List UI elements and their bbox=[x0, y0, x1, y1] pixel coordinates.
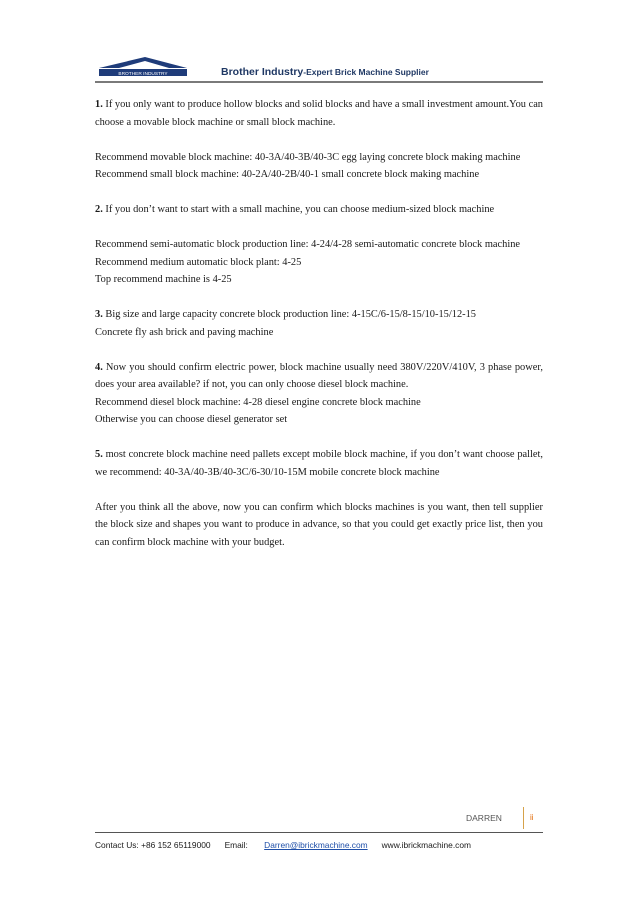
paragraph-7: Top recommend machine is 4-25 bbox=[95, 274, 232, 285]
page-number: ii bbox=[530, 813, 534, 822]
footer-divider bbox=[95, 832, 543, 833]
paragraph-text: most concrete block machine need pallets except mobile block machine, if you don’t want choose pallet, we recommend: 40-3A/40-3B/40-3C/6-30/10-15M mobile concrete block machine bbox=[95, 449, 543, 478]
paragraph-text: If you don’t want to start with a small machine, you can choose medium-sized block machine bbox=[102, 204, 495, 215]
page-header bbox=[95, 50, 543, 83]
paragraph-text: Now you should confirm electric power, block machine usually need 380V/220V/410V, 3 phase power, does your area available? if not, you can only choose diesel block machine. bbox=[95, 361, 543, 390]
section-number: 4. bbox=[95, 361, 103, 373]
header-title-main: Brother Industry bbox=[221, 66, 304, 78]
website-link[interactable]: www.ibrickmachine.com bbox=[381, 840, 471, 850]
footer-author: DARREN bbox=[466, 813, 502, 823]
header-divider bbox=[95, 81, 543, 83]
section-number: 1. bbox=[95, 99, 103, 110]
paragraph-1 bbox=[95, 96, 543, 131]
paragraph-5: Recommend semi-automatic block production line: 4-24/4-28 semi-automatic concrete block machine bbox=[95, 239, 521, 250]
paragraph-text: If you only want to produce hollow blocks and solid blocks and have a small investment amount.You can choose a movable block machine or small block machine. bbox=[95, 99, 543, 128]
paragraph-2: Recommend movable block machine: 40-3A/40-3B/40-3C egg laying concrete block making machine bbox=[95, 151, 521, 163]
footer-contact bbox=[95, 840, 543, 850]
contact-phone: Contact Us: +86 152 65119000 bbox=[95, 840, 211, 850]
paragraph-10 bbox=[95, 359, 543, 394]
brother-industry-logo bbox=[95, 55, 191, 77]
contact-email-group bbox=[225, 840, 368, 850]
email-label: Email: bbox=[224, 840, 248, 850]
paragraph-6: Recommend medium automatic block plant: 4-25 bbox=[95, 256, 302, 268]
paragraph-text: Big size and large capacity concrete block production line: 4-15C/6-15/8-15/10-15/12-15 bbox=[102, 309, 476, 320]
paragraph-4 bbox=[95, 201, 543, 219]
section-number: 3. bbox=[95, 309, 103, 320]
paragraph-11: Recommend diesel block machine: 4-28 diesel engine concrete block machine bbox=[95, 396, 421, 408]
document-body bbox=[95, 96, 543, 551]
paragraph-8 bbox=[95, 306, 543, 324]
section-number: 2. bbox=[95, 204, 103, 215]
header-title bbox=[221, 66, 429, 78]
paragraph-12: Otherwise you can choose diesel generator set bbox=[95, 414, 288, 425]
email-link[interactable]: Darren@ibrickmachine.com bbox=[264, 840, 368, 850]
paragraph-14: After you think all the above, now you can confirm which blocks machines is you want, then tell supplier the block size and shapes you want to produce in advance, so that you could get exactly price list, then you can confirm block machine with your budget. bbox=[95, 501, 543, 548]
paragraph-13 bbox=[95, 446, 543, 481]
header-title-sub: -Expert Brick Machine Supplier bbox=[303, 67, 429, 77]
paragraph-9: Concrete fly ash brick and paving machine bbox=[95, 326, 274, 338]
page-number-box bbox=[523, 807, 544, 829]
section-number: 5. bbox=[95, 449, 103, 460]
svg-text:BROTHER INDUSTRY: BROTHER INDUSTRY bbox=[118, 71, 168, 77]
paragraph-3: Recommend small block machine: 40-2A/40-2B/40-1 small concrete block making machine bbox=[95, 169, 480, 180]
